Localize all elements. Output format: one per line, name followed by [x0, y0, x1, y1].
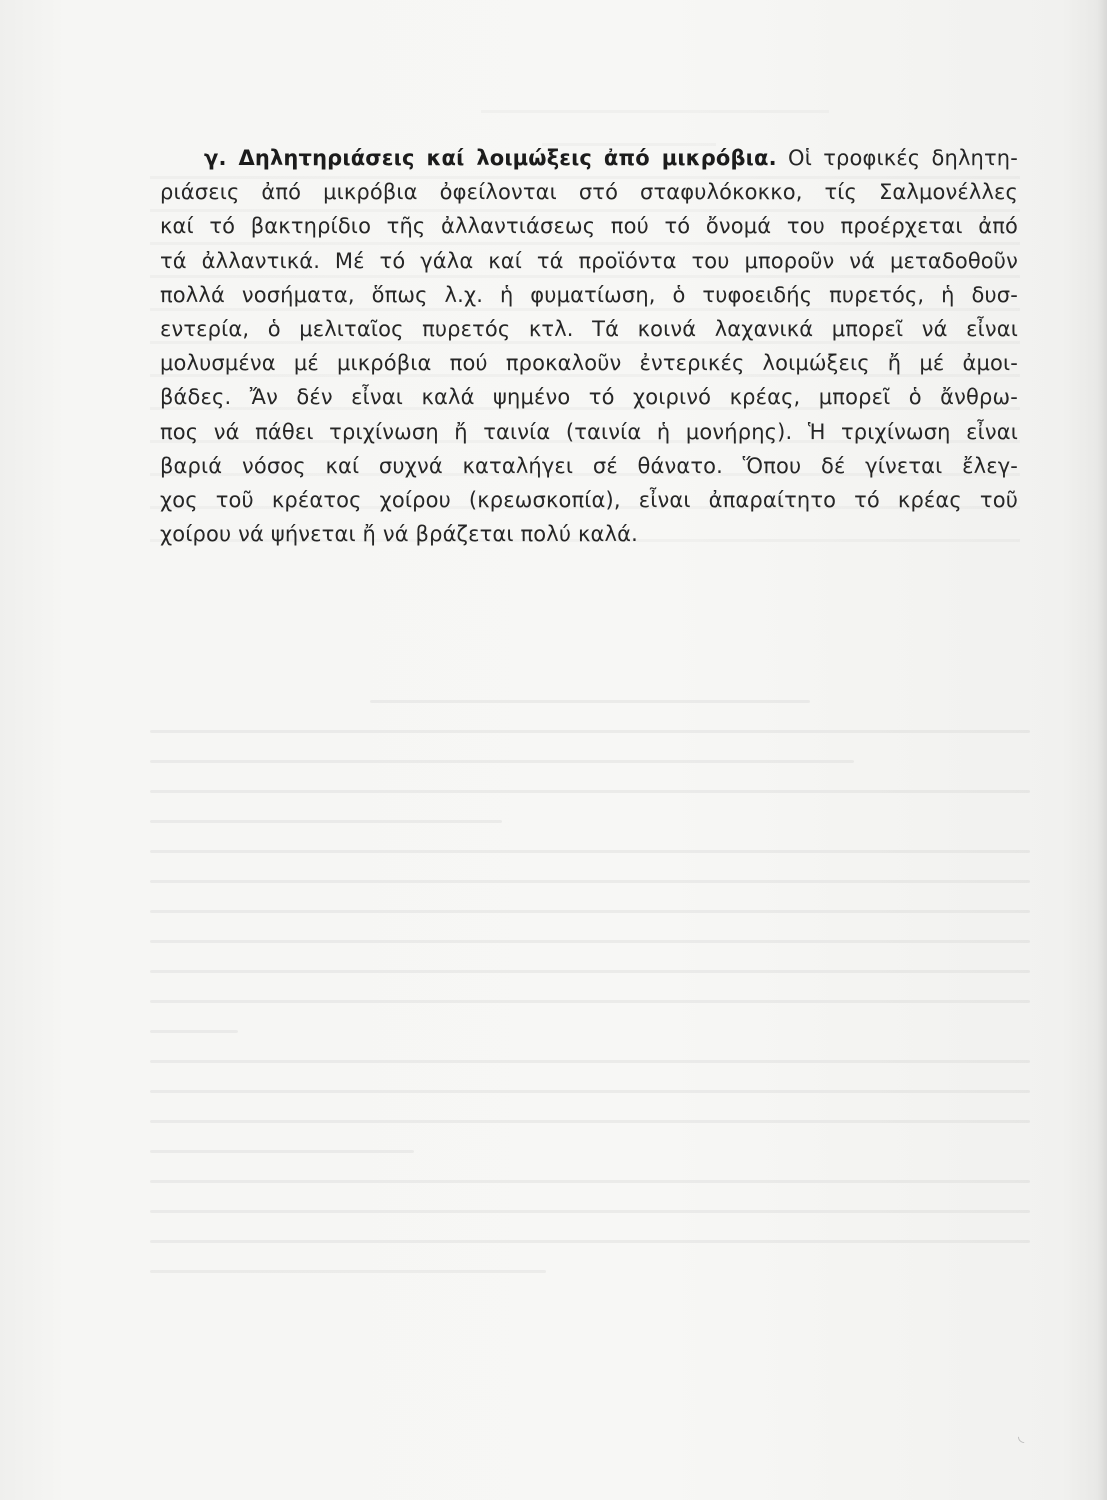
paragraph-line-3: καί τό βακτηρίδιο τῆς ἀλλαντιάσεως πού τό ὄνομά του προέρχεται ἀπό — [160, 214, 1018, 239]
paragraph-line-9: πος νά πάθει τριχίνωση ἤ ταινία (ταινία ἡ μονήρης). Ἡ τριχίνωση εἶναι — [160, 419, 1018, 444]
paragraph-line-10: βαριά νόσος καί συχνά καταλήγει σέ θάνατο. Ὅπου δέ γίνεται ἔλεγ- — [160, 453, 1018, 478]
paragraph-line-2: ριάσεις ἀπό μικρόβια ὀφείλονται στό σταφυλόκοκκο, τίς Σαλμονέλλες — [160, 180, 1018, 205]
bleed-through-bottom — [150, 700, 1030, 1420]
body-paragraph — [160, 141, 1018, 551]
paragraph-line-4: τά ἀλλαντικά. Μέ τό γάλα καί τά προϊόντα του μποροῦν νά μεταδοθοῦν — [160, 248, 1018, 273]
paragraph-line-8: βάδες. Ἄν δέν εἶναι καλά ψημένο τό χοιρινό κρέας, μπορεῖ ὁ ἄνθρω- — [160, 385, 1018, 410]
paragraph-line-1 — [160, 141, 1018, 175]
paragraph-line-text: Οἱ τροφικές δηλητη- — [788, 146, 1018, 170]
paragraph-heading: γ. Δηλητηριάσεις καί λοιμώξεις ἀπό μικρόβια. — [204, 146, 777, 170]
paragraph-line-7: μολυσμένα μέ μικρόβια πού προκαλοῦν ἐντερικές λοιμώξεις ἤ μέ ἀμοι- — [160, 351, 1018, 376]
page-corner-mark: ◟ — [1018, 1426, 1025, 1445]
paragraph-line-6: εντερία, ὁ μελιταῖος πυρετός κτλ. Τά κοινά λαχανικά μπορεῖ νά εἶναι — [160, 317, 1018, 342]
paragraph-line-12: χοίρου νά ψήνεται ἤ νά βράζεται πολύ καλά. — [160, 522, 638, 547]
paragraph-line-11: χος τοῦ κρέατος χοίρου (κρεωσκοπία), εἶναι ἀπαραίτητο τό κρέας τοῦ — [160, 488, 1018, 513]
page-edge-shadow — [1097, 0, 1107, 1500]
paragraph-line-5: πολλά νοσήματα, ὅπως λ.χ. ἡ φυματίωση, ὁ τυφοειδής πυρετός, ἡ δυσ- — [160, 282, 1018, 307]
